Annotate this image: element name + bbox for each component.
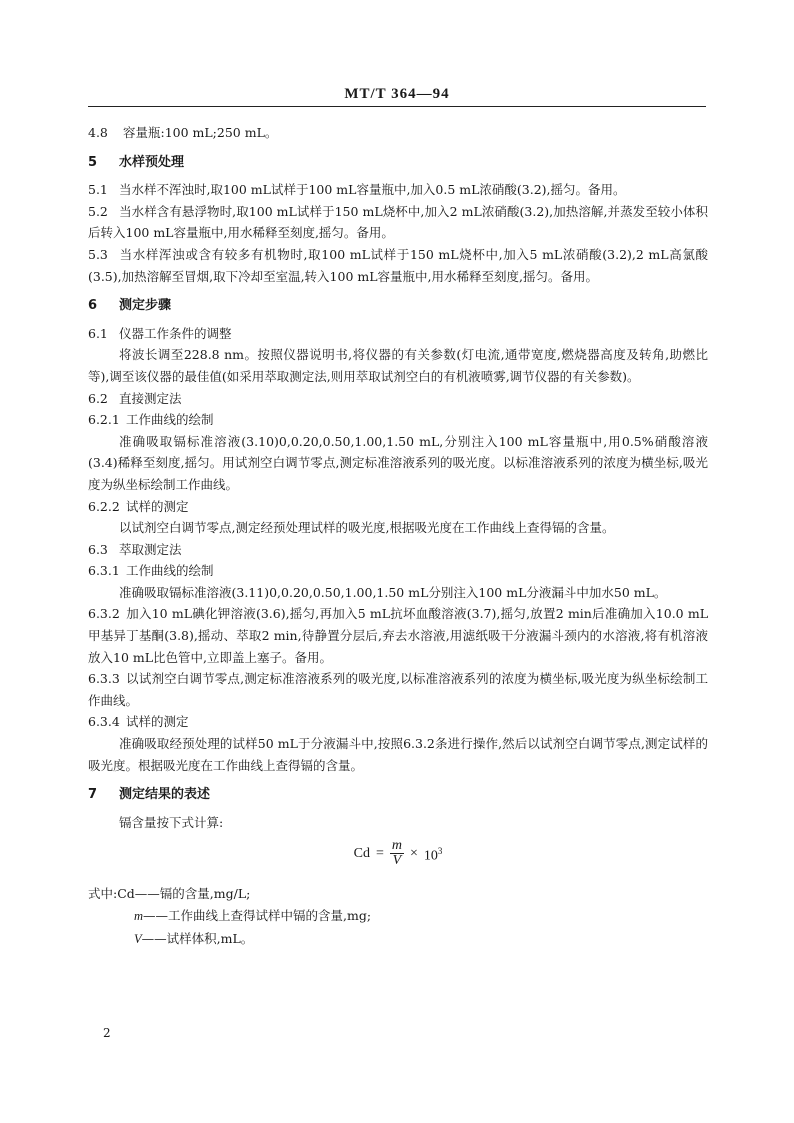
section-6-heading: 6 测定步骤 xyxy=(88,298,172,314)
formula-exponent: 3 xyxy=(437,845,443,856)
clause-6-1-text: 将波长调至228.8 nm。按照仪器说明书,将仪器的有关参数(灯电流,通带宽度,燃烧器高度及转角,助燃比等),调至该仪器的最佳值(如采用萃取测定法,则用萃取试剂空白的有机液喷雾,调节仪器的有关参数)。 xyxy=(88,347,708,384)
clause-5-3: 5.3 当水样浑浊或含有较多有机物时,取100 mL试样于150 mL烧杯中,加入5 mL浓硝酸(3.2),2 mL高氯酸(3.5),加热溶解至冒烟,取下冷却至室温,转入100 mL容量瓶中,用水稀释至刻度,摇匀。备用。 xyxy=(88,246,708,284)
where-v: V——试样体积,mL。 xyxy=(134,930,254,946)
clause-6-2-2-text: 以试剂空白调节零点,测定经预处理试样的吸光度,根据吸光度在工作曲线上查得镉的含量。 xyxy=(119,520,615,536)
where-m: m——工作曲线上查得试样中镉的含量,mg; xyxy=(134,908,372,923)
page-number: 2 xyxy=(103,1026,111,1040)
standard-code-header: MT/T 364—94 xyxy=(344,86,450,102)
clause-6-2-title: 6.2 直接测定法 xyxy=(88,390,182,406)
clause-5-1: 5.1 当水样不浑浊时,取100 mL试样于100 mL容量瓶中,加入0.5 mL浓硝酸(3.2),摇匀。备用。 xyxy=(88,182,626,198)
clause-6-3-4-text: 准确吸取经预处理的试样50 mL于分液漏斗中,按照6.3.2条进行操作,然后以试剂空白调节零点,测定试样的吸光度。根据吸光度在工作曲线上查得镉的含量。 xyxy=(88,736,708,773)
cadmium-formula xyxy=(88,839,708,879)
formula-denominator: V xyxy=(392,853,402,869)
clause-6-2-2-title: 6.2.2 试样的测定 xyxy=(88,498,189,514)
clause-6-3-1-title: 6.3.1 工作曲线的绘制 xyxy=(88,563,214,579)
clause-6-2-1-text: 准确吸取镉标准溶液(3.10)0,0.20,0.50,1.00,1.50 mL,分别注入100 mL容量瓶中,用0.5%硝酸溶液(3.4)稀释至刻度,摇匀。用试剂空白调节零点,测定标准溶液系列的吸光度。以标准溶液系列的浓度为横坐标,吸光度为纵坐标绘制工作曲线。 xyxy=(88,433,708,492)
formula-equals: = xyxy=(375,846,384,862)
clause-6-2-1-title: 6.2.1 工作曲线的绘制 xyxy=(88,412,214,428)
clause-6-3-1-text: 准确吸取镉标准溶液(3.11)0,0.20,0.50,1.00,1.50 mL分别注入100 mL分液漏斗中加水50 mL。 xyxy=(119,584,667,600)
where-intro: 式中: xyxy=(88,886,118,902)
section-7-heading: 7 测定结果的表述 xyxy=(88,787,211,803)
clause-6-3-title: 6.3 萃取测定法 xyxy=(88,541,182,557)
clause-number: 4.8 xyxy=(88,125,108,140)
clause-6-3-3: 6.3.3 以试剂空白调节零点,测定标准溶液系列的吸光度,以标准溶液系列的浓度为横坐标,吸光度为纵坐标绘制工作曲线。 xyxy=(88,671,708,708)
formula-numerator: m xyxy=(391,838,402,854)
header-rule xyxy=(88,106,706,107)
clause-5-2: 5.2 当水样含有悬浮物时,取100 mL试样于150 mL烧杯中,加入2 mL浓硝酸(3.2),加热溶解,并蒸发至较小体积后转入100 mL容量瓶中,用水稀释至刻度,摇匀。备用。 xyxy=(88,203,708,241)
section-7-intro: 镉含量按下式计算: xyxy=(119,814,224,830)
clause-6-3-4-title: 6.3.4 试样的测定 xyxy=(88,714,189,730)
where-cd: 式中:Cd——镉的含量,mg/L; xyxy=(88,886,251,902)
clause-4-8 xyxy=(88,122,708,144)
formula-fraction xyxy=(390,839,404,868)
clause-text: 容量瓶:100 mL;250 mL。 xyxy=(122,125,278,140)
section-5-heading: 5 水样预处理 xyxy=(88,154,185,170)
clause-6-1-title: 6.1 仪器工作条件的调整 xyxy=(88,325,232,341)
document-body xyxy=(88,122,708,950)
formula-lhs: Cd xyxy=(353,846,370,862)
clause-6-3-2: 6.3.2 加入10 mL碘化钾溶液(3.6),摇匀,再加入5 mL抗坏血酸溶液(3.7),摇匀,放置2 min后准确加入10.0 mL甲基异丁基酮(3.8),摇动、萃取2 min,待静置分层后,弃去水溶液,用滤纸吸干分液漏斗颈内的水溶液,将有机溶液放入10 mL比色管中,立即盖上塞子。备用。 xyxy=(88,606,708,665)
formula-times: × xyxy=(409,846,418,862)
formula-base: 10 xyxy=(423,848,438,864)
